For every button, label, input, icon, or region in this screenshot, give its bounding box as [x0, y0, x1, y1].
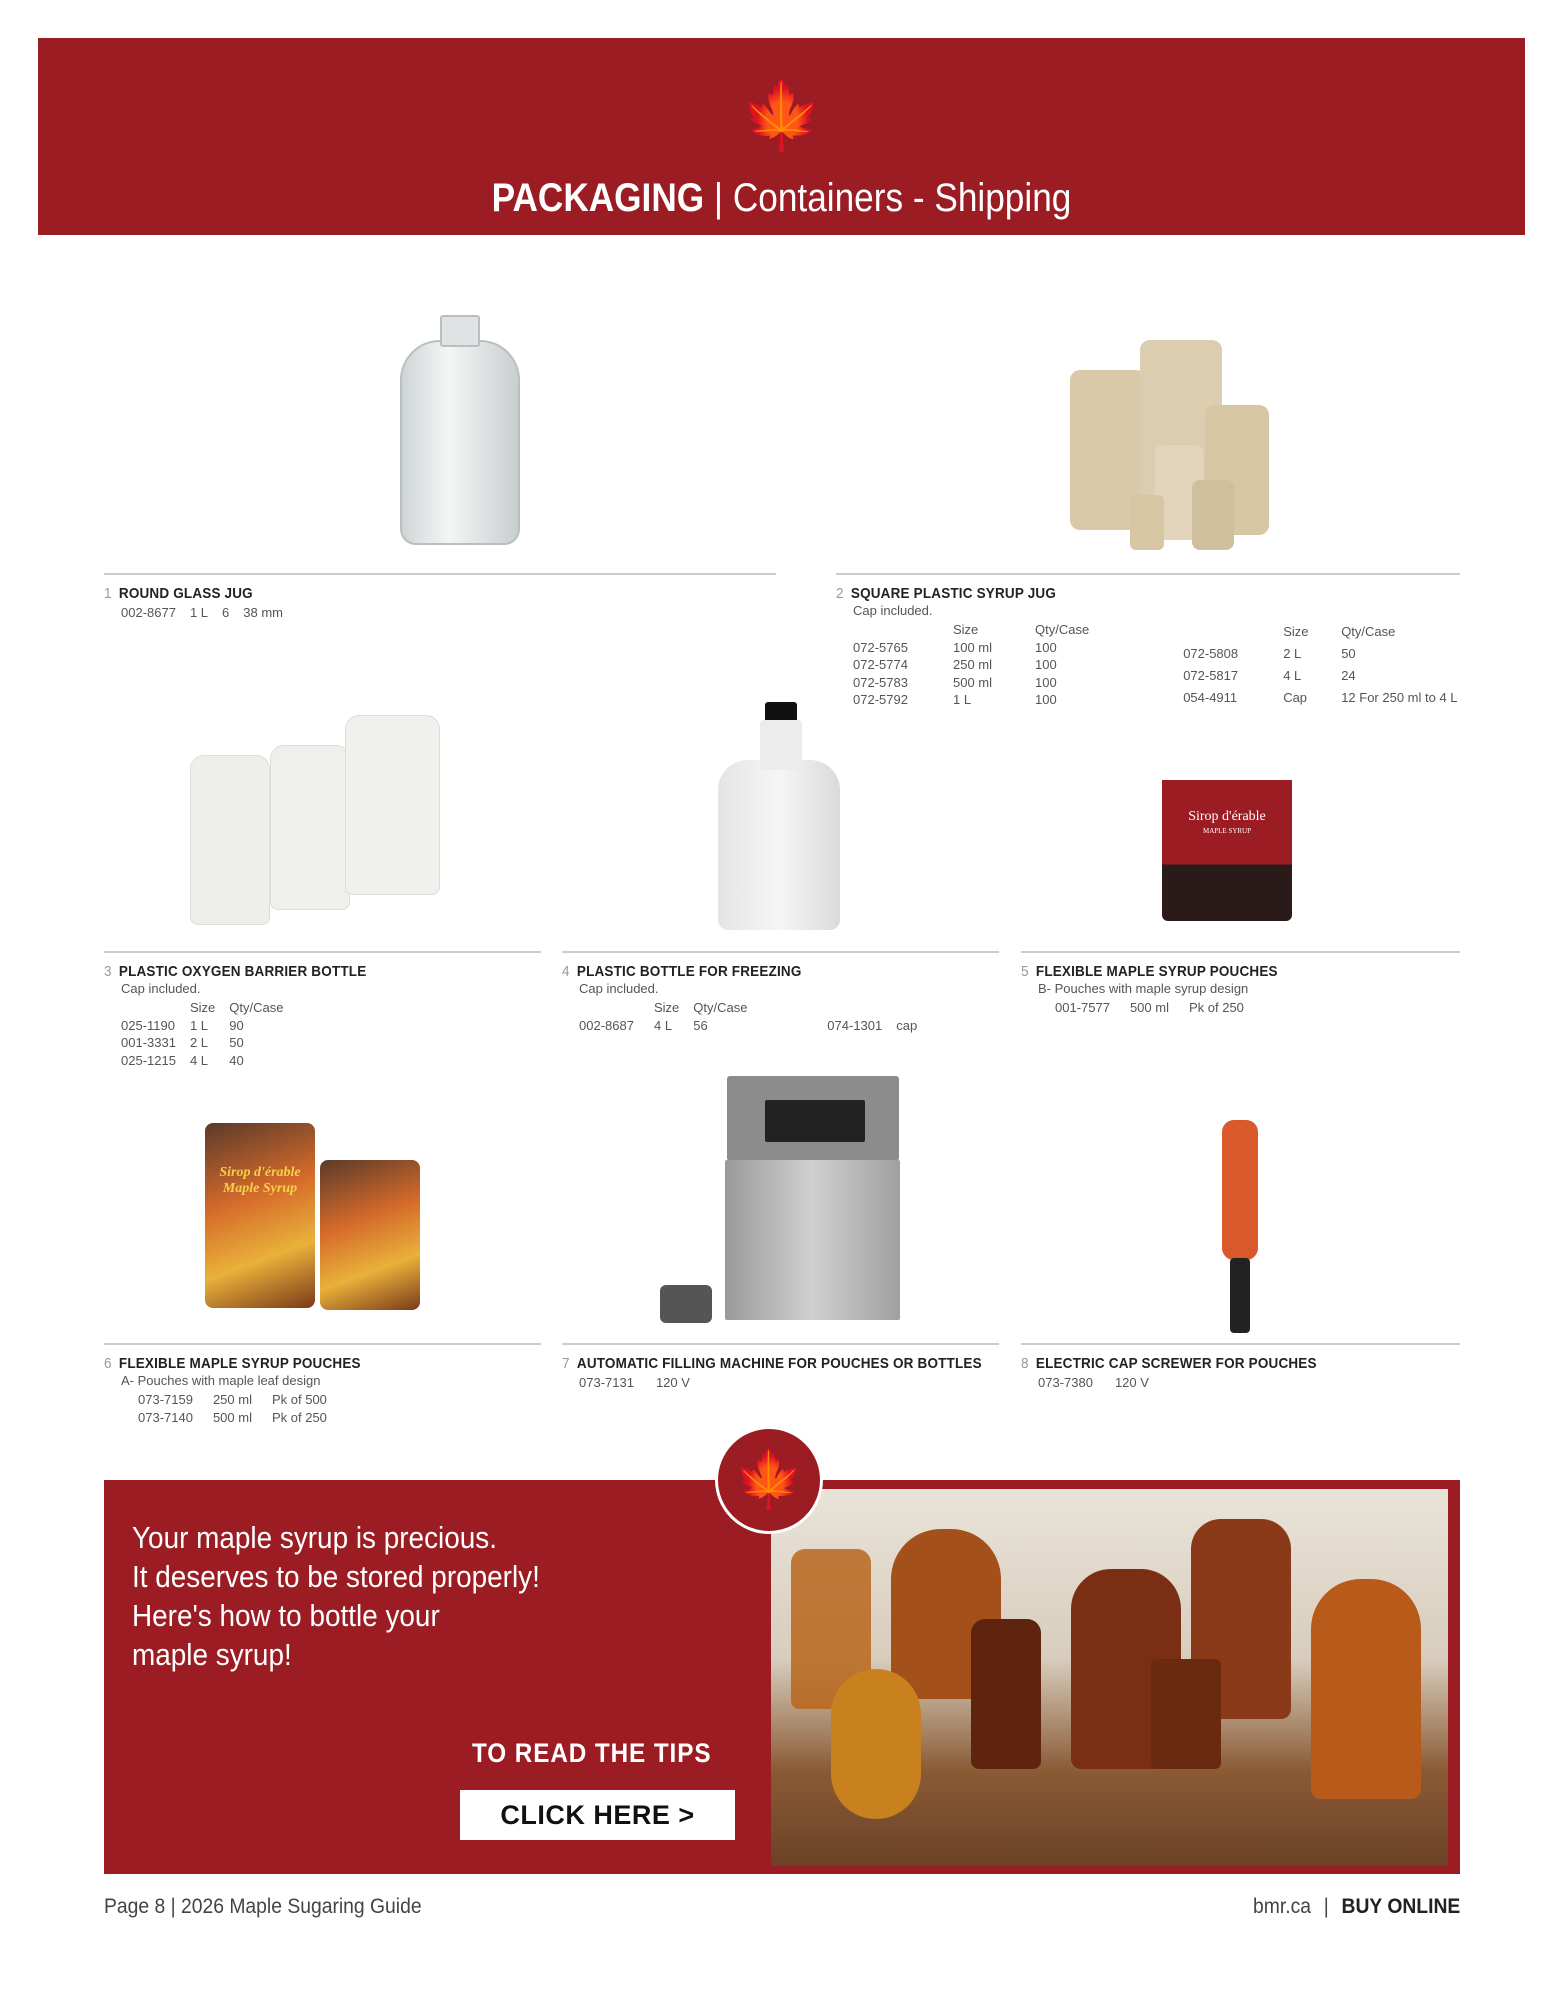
click-here-button[interactable]: CLICK HERE > — [460, 1790, 735, 1840]
table-row: 001-7577 500 ml Pk of 250 — [1055, 1000, 1244, 1015]
page-title: PACKAGING | Containers - Shipping — [491, 176, 1072, 220]
product-round-glass-jug: 1 ROUND GLASS JUG 002-8677 1 L 6 38 mm — [104, 585, 297, 622]
table-row: 072-5765 100 ml 100 — [853, 639, 1057, 655]
product-pouches-a: 6 FLEXIBLE MAPLE SYRUP POUCHES A- Pouches with maple leaf design 073-7159 250 ml Pk of 500 073-7140 500 ml Pk of 250 — [104, 1355, 361, 1425]
table-row: 002-8687 4 L 56 074-1301 cap — [579, 1017, 918, 1033]
page-header — [38, 38, 1525, 235]
table-row: 072-5783 500 ml 100 — [853, 674, 1057, 690]
product-cap-screwer: 8 ELECTRIC CAP SCREWER FOR POUCHES 073-7380 120 V — [1021, 1355, 1317, 1390]
banner-message: Your maple syrup is precious. It deserves to be stored properly! Here's how to bottle your maple syrup! — [132, 1520, 540, 1672]
table-row: 002-8677 1 L 6 38 mm — [121, 605, 283, 620]
site-link[interactable]: bmr.ca — [1252, 1895, 1311, 1918]
tips-banner — [104, 1480, 1460, 1874]
table-row: 073-7159 250 ml Pk of 500 — [138, 1392, 327, 1407]
maple-syrup-bottles-photo — [771, 1489, 1448, 1866]
table-row: 073-7131 120 V — [579, 1375, 690, 1390]
table-row: 072-5774 250 ml 100 — [853, 657, 1057, 672]
table-row: 025-1190 1 L 90 — [121, 1017, 244, 1033]
table-row: 072-5792 1 L 100 — [853, 692, 1057, 707]
product-pouches-b: 5 FLEXIBLE MAPLE SYRUP POUCHES B- Pouches with maple syrup design 001-7577 500 ml Pk of 250 — [1021, 963, 1278, 1015]
table-row: 025-1215 4 L 40 — [121, 1052, 244, 1068]
product-square-plastic-syrup-jug: 2 SQUARE PLASTIC SYRUP JUG Cap included. Size Qty/Case 072-5765 100 ml 100 072-5774 250 ml 100 072-5783 500 ml 100 072-5792 1 L 100 Size Qty/Case 072-5808 2 L 50 072-5817 4 L 24 054-4911 Cap 12 For 250 ml to 4 L — [836, 585, 1472, 709]
buy-online-link[interactable]: BUY ONLINE — [1341, 1895, 1460, 1918]
table-row: 072-5808 2 L 50 — [1183, 646, 1356, 662]
table-row: 001-3331 2 L 50 — [121, 1035, 244, 1050]
product-oxygen-barrier-bottle: 3 PLASTIC OXYGEN BARRIER BOTTLE Cap included. Size Qty/Case 025-1190 1 L 90 001-3331 2 L 50 025-1215 4 L 40 — [104, 963, 367, 1068]
table-row: 073-7140 500 ml Pk of 250 — [138, 1409, 327, 1425]
maple-leaf-icon: 🍁 — [740, 78, 824, 152]
product-filling-machine: 7 AUTOMATIC FILLING MACHINE FOR POUCHES OR BOTTLES 073-7131 120 V — [562, 1355, 982, 1390]
table-row: 054-4911 Cap 12 For 250 ml to 4 L — [1183, 689, 1458, 705]
banner-tips-label: TO READ THE TIPS — [472, 1738, 712, 1768]
maple-leaf-icon: 🍁 — [715, 1426, 823, 1534]
footer-links: bmr.ca | BUY ONLINE — [1252, 1895, 1460, 1918]
table-row: 073-7380 120 V — [1038, 1375, 1149, 1390]
product-freezing-bottle: 4 PLASTIC BOTTLE FOR FREEZING Cap included. Size Qty/Case 002-8687 4 L 56 074-1301 cap — [562, 963, 931, 1034]
footer-page-info: Page 8 | 2026 Maple Sugaring Guide — [104, 1895, 422, 1918]
table-row: 072-5817 4 L 24 — [1183, 667, 1356, 683]
